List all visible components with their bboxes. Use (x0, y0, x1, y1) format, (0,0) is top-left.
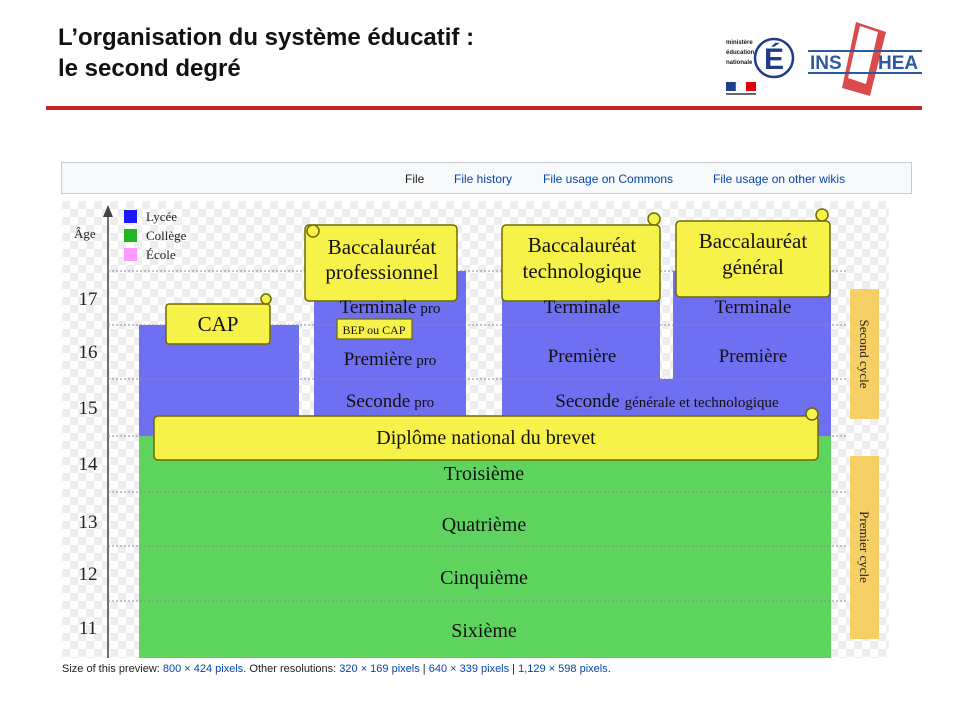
resolution-1129-link[interactable]: 1,129 × 598 pixels (518, 663, 608, 675)
flag-white-icon (736, 82, 746, 91)
caption-other: . Other resolutions: (243, 663, 340, 675)
college-troisieme-label: Troisième (443, 463, 525, 485)
logo-ministere-word-1: ministère (726, 40, 753, 46)
bac-pro-line-2: professionnel (325, 260, 439, 284)
pro-terminale-label: Terminale pro (339, 297, 441, 318)
age-13: 13 (78, 512, 98, 533)
caption-end: . (607, 663, 611, 675)
age-12: 12 (78, 564, 98, 585)
age-14: 14 (78, 454, 98, 475)
logo-letter: É (763, 43, 785, 76)
title-line-2: le second degré (58, 55, 241, 82)
logo-hea-text: HEA (878, 53, 919, 74)
inshea-logo (808, 22, 922, 98)
second-cycle-label: Second cycle (857, 319, 872, 389)
age-15: 15 (78, 398, 98, 419)
brevet-curl-icon (806, 408, 818, 420)
menu-file-usage-other[interactable]: File usage on other wikis (713, 172, 846, 186)
college-quatrieme-label: Quatrième (441, 514, 527, 536)
resolution-320-link[interactable]: 320 × 169 pixels (339, 663, 420, 675)
preview-size-caption (62, 663, 611, 675)
age-11: 11 (78, 618, 98, 639)
logo-ministere-word-2: éducation (726, 50, 755, 56)
legend-lycee-swatch (124, 210, 137, 223)
legend-college-swatch (124, 229, 137, 242)
caption-prefix: Size of this preview: (62, 663, 163, 675)
pro-premiere-label: Première pro (343, 349, 437, 370)
title-divider (46, 106, 922, 110)
college-cinquieme-label: Cinquième (440, 567, 528, 589)
resolution-640-link[interactable]: 640 × 339 pixels (428, 663, 510, 675)
general-terminale-label: Terminale (714, 297, 792, 318)
title-line-1: L’organisation du système éducatif : (58, 24, 475, 51)
legend-ecole-label: École (146, 247, 176, 262)
bac-pro-curl-icon (307, 225, 319, 237)
logo-ins-text: INS (810, 53, 842, 74)
menu-file-history[interactable]: File history (454, 172, 513, 186)
legend-ecole-swatch (124, 248, 137, 261)
bac-general-line-2: général (722, 255, 784, 279)
premier-cycle-label: Premier cycle (857, 511, 872, 583)
slide-title (58, 22, 474, 84)
logo-top-rule (808, 50, 922, 52)
caption-sep-2: | (509, 663, 519, 675)
caption-sep-1: | (419, 663, 429, 675)
brevet-label: Diplôme national du brevet (376, 427, 596, 449)
pro-seconde-label: Seconde pro (345, 391, 435, 412)
bac-techno-line-1: Baccalauréat (527, 233, 637, 257)
logo-ministere-word-3: nationale (726, 60, 753, 66)
bac-techno-line-2: technologique (522, 259, 642, 283)
legend-lycee-label: Lycée (146, 209, 178, 224)
preview-size-link[interactable]: 800 × 424 pixels (162, 663, 244, 675)
cap-label: CAP (197, 312, 239, 336)
techno-terminale-label: Terminale (543, 297, 621, 318)
bac-pro-line-1: Baccalauréat (327, 235, 437, 259)
menu-file[interactable]: File (405, 172, 425, 186)
general-premiere-label: Première (718, 346, 788, 367)
cap-curl-icon (261, 294, 271, 304)
bac-general-curl-icon (816, 209, 828, 221)
seconde-gt-label: Seconde générale et technologique (555, 391, 779, 412)
menu-file-usage-commons[interactable]: File usage on Commons (543, 172, 674, 186)
education-system-diagram (62, 201, 889, 658)
bep-cap-label: BEP ou CAP (342, 323, 406, 337)
techno-premiere-label: Première (547, 346, 617, 367)
flag-red-icon (746, 82, 756, 91)
college-sixieme-label: Sixième (451, 620, 517, 642)
age-16: 16 (78, 342, 98, 363)
age-17: 17 (78, 289, 98, 310)
bac-techno-curl-icon (648, 213, 660, 225)
logo-underline (726, 93, 756, 95)
file-menu-bar (61, 162, 912, 194)
flag-blue-icon (726, 82, 736, 91)
ministere-education-logo (724, 22, 796, 98)
age-axis-label: Âge (74, 226, 96, 241)
legend-college-label: Collège (146, 228, 187, 243)
bac-general-line-1: Baccalauréat (698, 229, 808, 253)
